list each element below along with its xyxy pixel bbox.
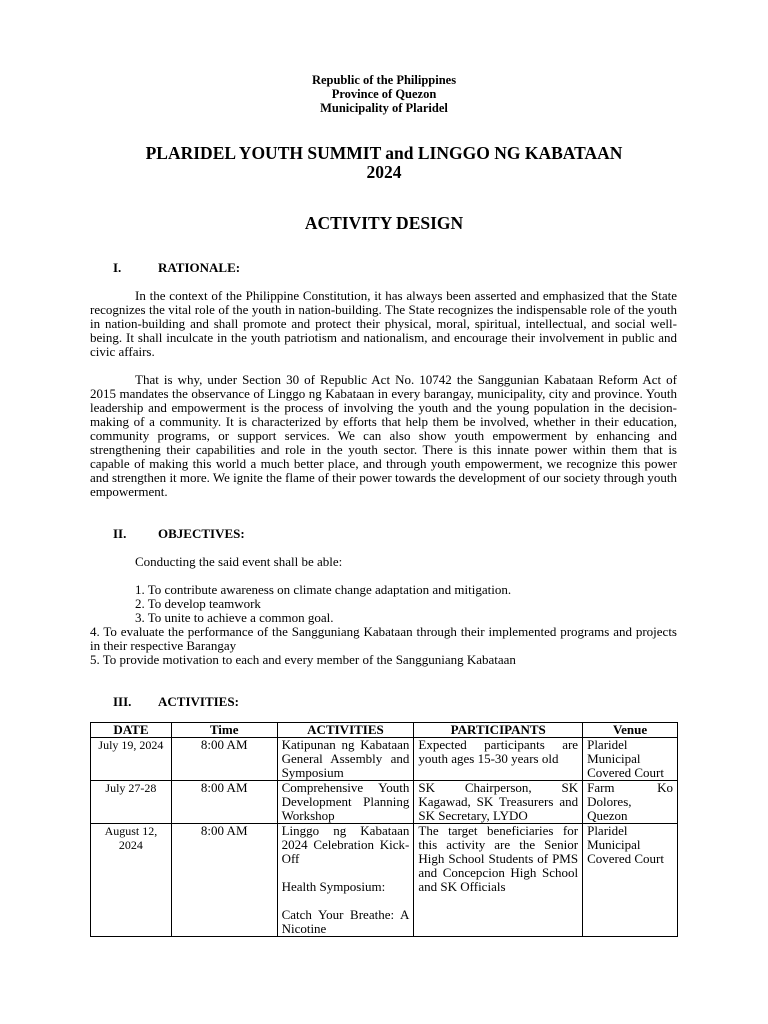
cell-time: 8:00 AM <box>171 738 277 781</box>
column-header-time: Time <box>171 723 277 738</box>
rationale-heading <box>113 261 240 275</box>
rationale-paragraph-2 <box>90 373 677 499</box>
cell-date: July 19, 2024 <box>91 738 172 781</box>
objective-item-2: 2. To develop teamwork <box>135 596 261 611</box>
activities-number: III. <box>113 694 132 709</box>
header-municipality: Municipality of Plaridel <box>320 101 448 115</box>
rationale-paragraph-2-text: That is why, under Section 30 of Republic Act No. 10742 the Sanggunian Kabataan Reform Act of 2015 mandates the observance of Linggo ng Kabataan in every barangay, municipality, city and province. Youth leadership and empowerment is the process of involving the youth and the young population in the decision-making of a community. It is characterized by efforts that help them be involved, whether in their education, community programs, or support services. We can also show youth empowerment by enhancing and strengthening their capabilities and role in the youth sector. There is this innate power within them that is capable of making this world a much better place, and through youth empowerment, we recognize this power and strengthen it more. We ignite the flame of their power towards the development of our society through youth empowerment. <box>90 372 677 499</box>
rationale-paragraph-1 <box>90 289 677 359</box>
table-row <box>91 824 678 937</box>
cell-date: July 27-28 <box>91 781 172 824</box>
cell-participants: Expected participants are youth ages 15-30 years old <box>414 738 583 781</box>
column-header-date: DATE <box>91 723 172 738</box>
objective-item-4: 4. To evaluate the performance of the Sangguniang Kabataan through their implemented programs and projects in their respective Barangay <box>90 624 677 653</box>
objectives-heading <box>113 527 245 541</box>
cell-activity: Katipunan ng Kabataan General Assembly and Symposium <box>277 738 414 781</box>
header-republic: Republic of the Philippines <box>311 73 457 87</box>
cell-participants: SK Chairperson, SK Kagawad, SK Treasurers and SK Secretary, LYDO <box>414 781 583 824</box>
column-header-venue: Venue <box>583 723 678 738</box>
cell-activity: Comprehensive Youth Development Planning Workshop <box>277 781 414 824</box>
document-title <box>0 144 768 182</box>
rationale-number: I. <box>113 260 122 275</box>
activity-health-symposium: Health Symposium: <box>281 879 386 894</box>
objectives-title: OBJECTIVES: <box>158 526 245 541</box>
title-line-1: PLARIDEL YOUTH SUMMIT and LINGGO NG KABATAAN <box>145 143 623 163</box>
column-header-participants: PARTICIPANTS <box>414 723 583 738</box>
cell-activity <box>277 824 414 937</box>
objectives-number: II. <box>113 526 127 541</box>
objectives-intro: Conducting the said event shall be able: <box>135 554 343 569</box>
table-row <box>91 781 678 824</box>
table-header-row <box>91 723 678 738</box>
activities-heading <box>113 695 239 709</box>
rationale-title: RATIONALE: <box>158 260 241 275</box>
activities-table <box>90 722 678 937</box>
activity-catch-your-breathe: Catch Your Breathe: A Nicotine <box>281 907 410 936</box>
header-province: Province of Quezon <box>331 87 437 101</box>
title-line-2: 2024 <box>366 162 402 182</box>
document-header <box>0 73 768 115</box>
activities-title: ACTIVITIES: <box>158 694 239 709</box>
cell-date: August 12, 2024 <box>91 824 172 937</box>
activity-design-heading: ACTIVITY DESIGN <box>304 213 464 233</box>
cell-venue: Plaridel Municipal Covered Court <box>583 738 678 781</box>
objective-item-3: 3. To unite to achieve a common goal. <box>135 610 334 625</box>
cell-time: 8:00 AM <box>171 781 277 824</box>
objective-item-1: 1. To contribute awareness on climate change adaptation and mitigation. <box>135 582 512 597</box>
cell-venue: Farm Ko Dolores, Quezon <box>583 781 678 824</box>
objective-item-5: 5. To provide motivation to each and every member of the Sangguniang Kabataan <box>90 652 516 667</box>
cell-venue: Plaridel Municipal Covered Court <box>583 824 678 937</box>
column-header-activities: ACTIVITIES <box>277 723 414 738</box>
cell-participants: The target beneficiaries for this activity are the Senior High School Students of PMS and Concepcion High School and SK Officials <box>414 824 583 937</box>
table-row <box>91 738 678 781</box>
cell-time: 8:00 AM <box>171 824 277 937</box>
activity-kickoff: Linggo ng Kabataan 2024 Celebration Kick-Off <box>281 823 410 866</box>
rationale-paragraph-1-text: In the context of the Philippine Constitution, it has always been asserted and emphasized that the State recognizes the vital role of the youth in nation-building. The State recognizes the indispensable role of the youth in nation-building and shall promote and protect their physical, moral, spiritual, intellectual, and social well-being. It shall inculcate in the youth patriotism and nationalism, and encourage their involvement in public and civic affairs. <box>90 288 677 359</box>
